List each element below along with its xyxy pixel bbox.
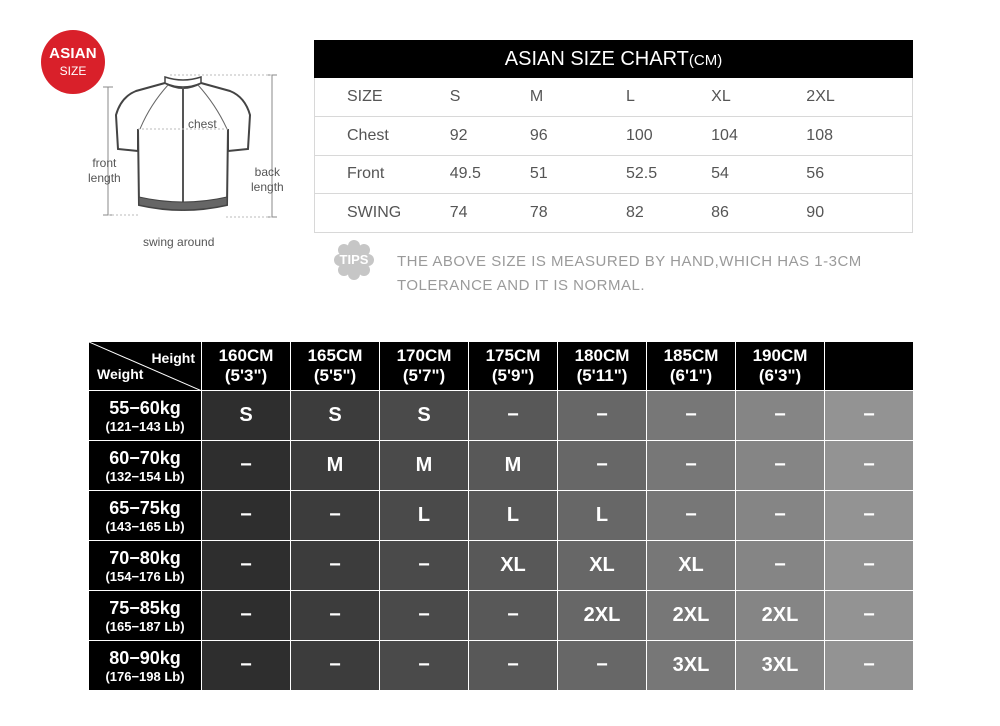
size-cell: − xyxy=(825,591,914,641)
height-weight-table xyxy=(88,341,913,688)
weight-row xyxy=(89,491,914,541)
asian-cell: 54 xyxy=(711,155,806,194)
height-header xyxy=(380,342,469,391)
asian-cell: 74 xyxy=(450,194,530,233)
size-cell: − xyxy=(291,591,380,641)
badge-line1: ASIAN xyxy=(49,45,97,62)
size-cell: M xyxy=(291,441,380,491)
asian-cell: M xyxy=(530,78,626,117)
size-cell: − xyxy=(469,591,558,641)
asian-cell: XL xyxy=(711,78,806,117)
asian-row xyxy=(315,117,913,156)
weight-row xyxy=(89,591,914,641)
asian-row-label: SIZE xyxy=(315,78,450,117)
size-cell: − xyxy=(469,641,558,691)
size-cell: S xyxy=(202,391,291,441)
size-cell: − xyxy=(736,441,825,491)
tips-badge xyxy=(333,239,375,281)
size-cell: − xyxy=(736,541,825,591)
asian-row xyxy=(315,155,913,194)
asian-cell: 78 xyxy=(530,194,626,233)
asian-size-chart xyxy=(314,40,913,233)
size-cell: 2XL xyxy=(736,591,825,641)
height-cm: 190CM xyxy=(752,346,808,365)
size-cell: − xyxy=(558,391,647,441)
size-cell: XL xyxy=(647,541,736,591)
height-ft: (5'7") xyxy=(402,366,446,385)
weight-header xyxy=(89,641,202,691)
size-cell: − xyxy=(202,541,291,591)
height-ft: (6'1") xyxy=(669,366,713,385)
asian-cell: 90 xyxy=(806,194,912,233)
asian-cell: 2XL xyxy=(806,78,912,117)
asian-cell: 86 xyxy=(711,194,806,233)
asian-cell: 49.5 xyxy=(450,155,530,194)
corner-weight-label: Weight xyxy=(97,366,144,382)
weight-header xyxy=(89,591,202,641)
size-cell: XL xyxy=(469,541,558,591)
corner-height-label: Height xyxy=(151,350,195,366)
size-cell: − xyxy=(291,641,380,691)
asian-row-label: SWING xyxy=(315,194,450,233)
weight-kg: 80−90kg xyxy=(109,647,181,668)
height-ft: (5'9") xyxy=(491,366,535,385)
size-cell: − xyxy=(202,441,291,491)
asian-cell: S xyxy=(450,78,530,117)
size-cell: − xyxy=(736,491,825,541)
asian-cell: 104 xyxy=(711,117,806,156)
asian-cell: 100 xyxy=(626,117,711,156)
height-header xyxy=(469,342,558,391)
weight-lb: (176−198 Lb) xyxy=(105,668,185,684)
size-cell: M xyxy=(469,441,558,491)
size-cell: S xyxy=(291,391,380,441)
size-cell: 2XL xyxy=(558,591,647,641)
weight-kg: 55−60kg xyxy=(109,397,181,418)
size-cell: − xyxy=(202,491,291,541)
asian-row xyxy=(315,194,913,233)
weight-lb: (143−165 Lb) xyxy=(105,518,185,534)
height-ft: (5'5") xyxy=(313,366,357,385)
asian-row xyxy=(315,78,913,117)
weight-row xyxy=(89,541,914,591)
weight-header xyxy=(89,491,202,541)
size-cell: − xyxy=(202,641,291,691)
size-cell: − xyxy=(647,491,736,541)
size-cell: − xyxy=(825,441,914,491)
tips-badge-label: TIPS xyxy=(339,252,369,267)
weight-header xyxy=(89,541,202,591)
size-cell: − xyxy=(202,591,291,641)
asian-chart-unit: (CM) xyxy=(688,52,723,69)
size-cell: S xyxy=(380,391,469,441)
chest-label: chest xyxy=(188,117,217,131)
height-header xyxy=(558,342,647,391)
weight-lb: (154−176 Lb) xyxy=(105,568,185,584)
weight-row xyxy=(89,391,914,441)
weight-kg: 70−80kg xyxy=(109,547,181,568)
size-cell: L xyxy=(558,491,647,541)
size-cell: − xyxy=(647,391,736,441)
weight-lb: (121−143 Lb) xyxy=(105,418,185,434)
size-cell: − xyxy=(825,491,914,541)
asian-cell: 96 xyxy=(530,117,626,156)
size-cell: − xyxy=(736,391,825,441)
height-cm: 165CM xyxy=(307,346,363,365)
height-header xyxy=(825,342,914,391)
height-header xyxy=(736,342,825,391)
asian-chart-title-text: ASIAN SIZE CHART xyxy=(504,48,689,70)
size-cell: − xyxy=(380,641,469,691)
back-length-label: back length xyxy=(251,165,284,194)
height-cm: 185CM xyxy=(663,346,719,365)
size-cell: 3XL xyxy=(736,641,825,691)
size-cell: − xyxy=(558,641,647,691)
size-cell: − xyxy=(291,491,380,541)
size-cell: − xyxy=(825,391,914,441)
asian-cell: 108 xyxy=(806,117,912,156)
weight-row xyxy=(89,441,914,491)
height-header xyxy=(291,342,380,391)
weight-kg: 65−75kg xyxy=(109,497,181,518)
height-ft: (6'3") xyxy=(758,366,802,385)
height-cm: 160CM xyxy=(218,346,274,365)
jersey-diagram xyxy=(80,65,310,260)
weight-header xyxy=(89,441,202,491)
weight-lb: (165−187 Lb) xyxy=(105,618,185,634)
weight-kg: 75−85kg xyxy=(109,597,181,618)
height-ft: (5'11") xyxy=(576,366,628,385)
height-header xyxy=(647,342,736,391)
height-cm: 170CM xyxy=(396,346,452,365)
asian-row-label: Front xyxy=(315,155,450,194)
asian-row-label: Chest xyxy=(315,117,450,156)
size-cell: XL xyxy=(558,541,647,591)
size-cell: − xyxy=(558,441,647,491)
weight-lb: (132−154 Lb) xyxy=(105,468,185,484)
asian-cell: 51 xyxy=(530,155,626,194)
tips-text: THE ABOVE SIZE IS MEASURED BY HAND,WHICH HAS 1-3CM TOLERANCE AND IT IS NORMAL. xyxy=(397,253,862,294)
weight-row xyxy=(89,641,914,691)
size-cell: − xyxy=(380,591,469,641)
corner-cell xyxy=(89,342,202,391)
asian-cell: 56 xyxy=(806,155,912,194)
size-cell: − xyxy=(647,441,736,491)
weight-kg: 60−70kg xyxy=(109,447,181,468)
weight-header xyxy=(89,391,202,441)
size-cell: − xyxy=(380,541,469,591)
size-cell: 2XL xyxy=(647,591,736,641)
size-cell: − xyxy=(825,541,914,591)
height-ft: (5'3") xyxy=(224,366,268,385)
size-cell: 3XL xyxy=(647,641,736,691)
height-header xyxy=(202,342,291,391)
asian-cell: 82 xyxy=(626,194,711,233)
front-length-label: front length xyxy=(88,156,121,185)
size-cell: M xyxy=(380,441,469,491)
asian-cell: 52.5 xyxy=(626,155,711,194)
badge-line2: SIZE xyxy=(59,64,87,78)
asian-cell: 92 xyxy=(450,117,530,156)
asian-cell: L xyxy=(626,78,711,117)
size-cell: − xyxy=(825,641,914,691)
height-cm: 180CM xyxy=(574,346,630,365)
size-cell: − xyxy=(469,391,558,441)
asian-chart-title xyxy=(314,40,913,78)
size-cell: − xyxy=(291,541,380,591)
swing-around-label: swing around xyxy=(143,235,215,249)
size-cell: L xyxy=(380,491,469,541)
height-cm: 175CM xyxy=(485,346,541,365)
size-cell: L xyxy=(469,491,558,541)
asian-size-table xyxy=(314,78,913,233)
